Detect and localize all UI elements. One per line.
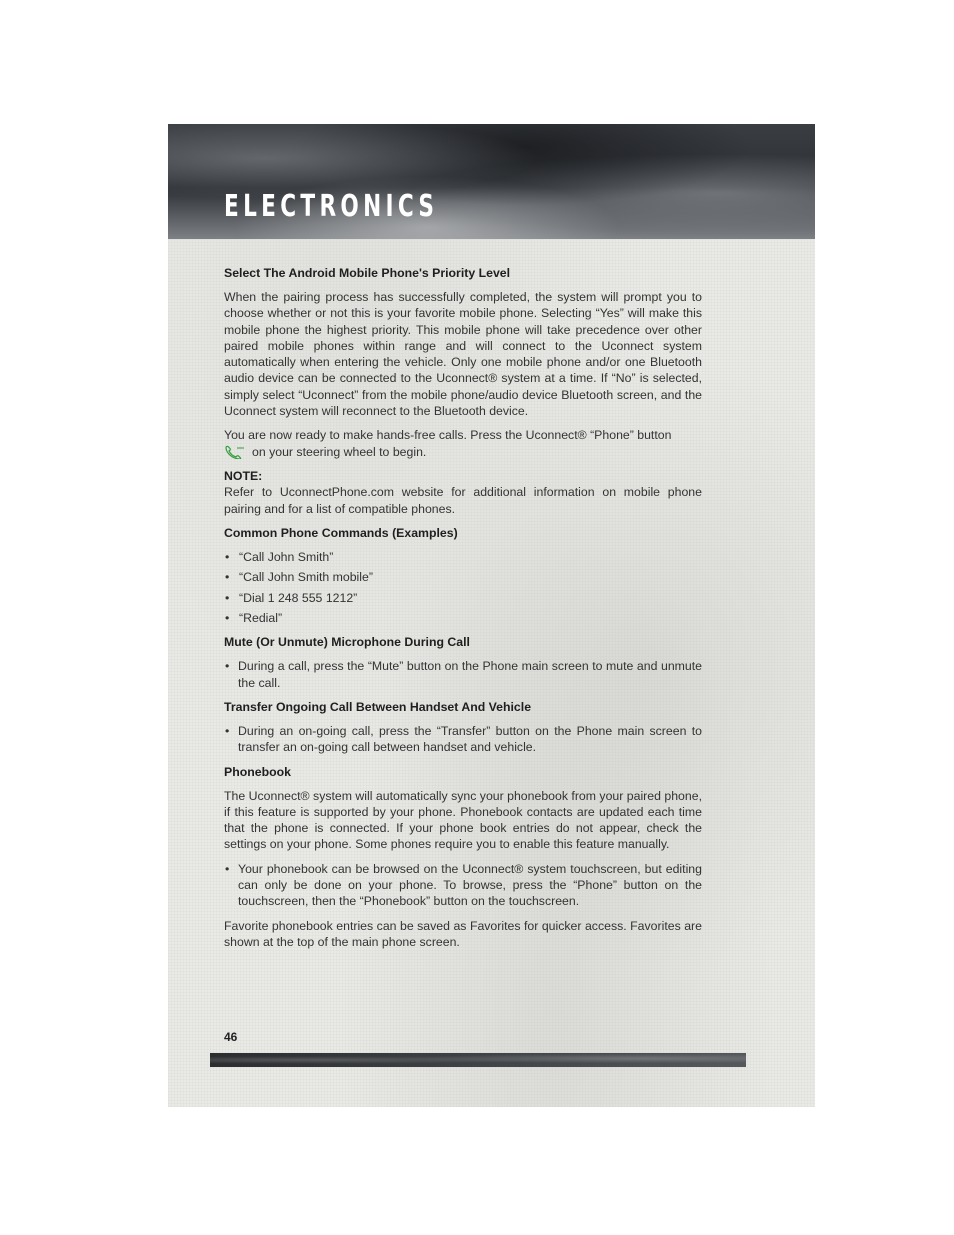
paragraph-ready — [224, 427, 702, 460]
chapter-title: ELECTRONICS — [224, 189, 439, 224]
paragraph-phonebook-sync: The Uconnect® system will automatically sync your phonebook from your paired phone, if this feature is supported by your phone. Phonebook contacts are updated each time that the phone is connected. If your phone book entries do not appear, check the settings on your phone. Some phones require you to enable this feature manually. — [224, 788, 702, 852]
page-content — [224, 265, 702, 958]
paragraph-favorites: Favorite phonebook entries can be saved as Favorites for quicker access. Favorites are shown at the top of the main phone screen. — [224, 918, 702, 949]
list-item: • During a call, press the “Mute” button on the Phone main screen to mute and unmute the call. — [224, 658, 702, 691]
list-item: • Your phonebook can be browsed on the Uconnect® system touchscreen, but editing can only be done on your phone. To browse, press the “Phone” button on the touchscreen, then the “Phonebook” button on the touchscreen. — [224, 861, 702, 910]
paragraph-pairing: When the pairing process has successfully completed, the system will prompt you to choose whether or not this is your favorite mobile phone. Selecting “Yes” will make this mobile phone the highest priority. This mobile phone will take precedence over other paired mobile phones within range and will connect to the Uconnect system automatically when entering the vehicle. Only one mobile phone and/or one Bluetooth audio device can be connected to the Uconnect® system at a time. If “No” is selected, simply select “Uconnect” from the mobile phone/audio device Bluetooth screen, and the Uconnect system will reconnect to the Bluetooth device. — [224, 290, 702, 419]
section-heading-commands: Common Phone Commands (Examples) — [224, 525, 458, 540]
list-item: • During an on-going call, press the “Transfer” button on the Phone main screen to transfer an on-going call between handset and vehicle. — [224, 723, 702, 756]
page-number: 46 — [224, 1030, 238, 1044]
header-band — [168, 124, 815, 239]
transfer-list — [224, 723, 702, 756]
list-item: • “Call John Smith mobile” — [224, 569, 702, 585]
list-item: • “Call John Smith” — [224, 549, 702, 565]
section-heading-transfer: Transfer Ongoing Call Between Handset And Vehicle — [224, 699, 532, 714]
mute-list — [224, 658, 702, 691]
phone-icon — [224, 445, 246, 459]
note-text: Refer to UconnectPhone.com website for additional information on mobile phone pairing and for a list of compatible phones. — [224, 485, 702, 516]
list-item: • “Dial 1 248 555 1212” — [224, 590, 702, 606]
footer-bar — [210, 1053, 746, 1067]
commands-list — [224, 549, 702, 627]
manual-page — [168, 124, 815, 1107]
list-item: • “Redial” — [224, 610, 702, 626]
note-label: NOTE: — [224, 468, 263, 483]
section-heading-mute: Mute (Or Unmute) Microphone During Call — [224, 635, 470, 650]
section-heading-phonebook: Phonebook — [224, 764, 291, 779]
section-heading-priority: Select The Android Mobile Phone's Priority Level — [224, 266, 511, 280]
ready-text-end: on your steering wheel to begin. — [252, 444, 427, 459]
phonebook-list — [224, 861, 702, 910]
ready-text: You are now ready to make hands-free calls. Press the Uconnect® “Phone” button — [224, 428, 672, 443]
